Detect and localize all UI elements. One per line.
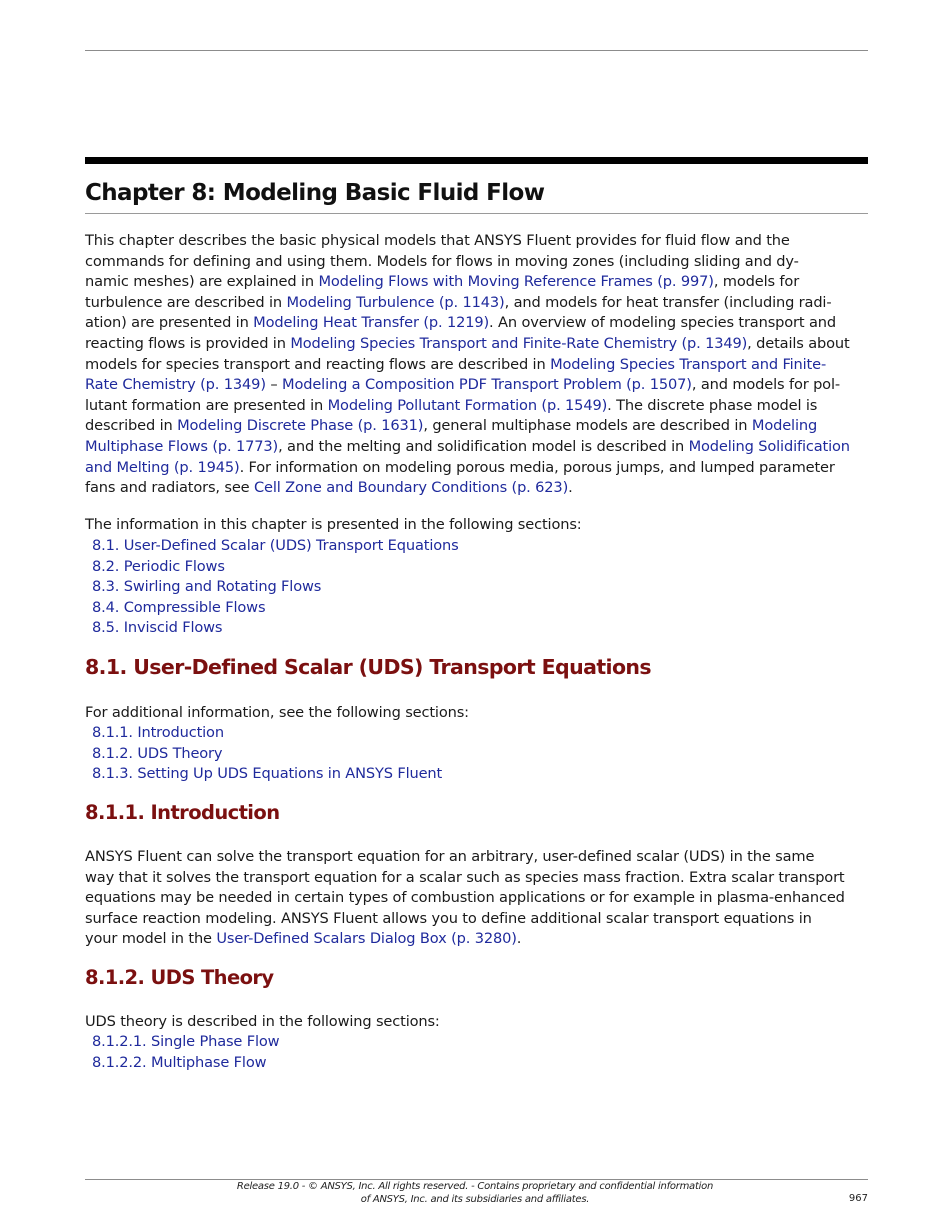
text-span: . For information on modeling porous media, porous jumps, and lumped parameter: [239, 458, 835, 476]
section-8-1-1-paragraph: [85, 847, 875, 950]
text-span: namic meshes) are explained in: [85, 273, 319, 291]
text-span: commands for defining and using them. Models for flows in moving zones (including sliding and dy-: [85, 252, 799, 270]
text-span: described in: [85, 417, 178, 435]
text-span: . The discrete phase model is: [607, 396, 818, 414]
text-span: . An overview of modeling species transport and: [489, 314, 836, 332]
text-line: [85, 355, 875, 376]
chapter-title: Chapter 8: Modeling Basic Fluid Flow: [85, 180, 545, 206]
toc-link[interactable]: 8.1.3. Setting Up UDS Equations in ANSYS Fluent: [92, 765, 443, 783]
cross-reference-link[interactable]: Modeling: [751, 417, 818, 435]
text-line: [85, 313, 875, 334]
text-span: way that it solves the transport equation for a scalar such as species mass fraction. Extra scalar transport: [85, 868, 845, 886]
text-span: This chapter describes the basic physical models that ANSYS Fluent provides for fluid flow and the: [85, 232, 790, 249]
text-span: , and the melting and solidification model is described in: [278, 437, 689, 455]
text-line: [85, 252, 875, 273]
text-line: [85, 909, 875, 930]
text-span: turbulence are described in: [85, 293, 287, 311]
text-span: , and models for pol-: [691, 376, 840, 394]
text-span: , details about: [747, 334, 850, 352]
toc-link[interactable]: 8.1.1. Introduction: [92, 724, 224, 741]
cross-reference-link[interactable]: Modeling Heat Transfer (p. 1219): [253, 314, 490, 332]
text-line: [85, 437, 875, 458]
cross-reference-link[interactable]: Cell Zone and Boundary Conditions (p. 623): [254, 479, 569, 497]
footer-line-2: of ANSYS, Inc. and its subsidiaries and affiliates.: [360, 1193, 590, 1205]
text-line: [85, 334, 875, 355]
text-line: [85, 868, 875, 889]
toc-link[interactable]: 8.1.2.2. Multiphase Flow: [92, 1053, 267, 1071]
section-8-1-heading: 8.1. User-Defined Scalar (UDS) Transport Equations: [85, 655, 652, 679]
text-span: surface reaction modeling. ANSYS Fluent allows you to define additional scalar transport equations in: [85, 909, 812, 927]
cross-reference-link[interactable]: Modeling a Composition PDF Transport Problem (p. 1507): [282, 376, 692, 394]
chapter-thick-rule: [85, 157, 868, 164]
cross-reference-link[interactable]: Modeling Turbulence (p. 1143): [286, 293, 505, 311]
section-8-1-1-heading: 8.1.1. Introduction: [85, 801, 280, 824]
text-line: [85, 888, 875, 909]
chapter-toc: [92, 536, 459, 639]
text-span: .: [568, 479, 573, 497]
footer-copyright: [195, 1181, 755, 1206]
cross-reference-link[interactable]: and Melting (p. 1945): [85, 458, 240, 476]
text-span: .: [516, 930, 522, 948]
text-span: ANSYS Fluent can solve the transport equation for an arbitrary, user-defined scalar (UDS) in the same: [85, 848, 815, 865]
cross-reference-link[interactable]: Modeling Pollutant Formation (p. 1549): [327, 396, 608, 414]
footer-rule: [85, 1179, 868, 1180]
toc-link[interactable]: 8.3. Swirling and Rotating Flows: [92, 578, 322, 596]
toc-link[interactable]: 8.1.2. UDS Theory: [92, 744, 223, 762]
text-span: fans and radiators, see: [85, 479, 255, 497]
text-line: [85, 458, 875, 479]
section-8-1-toc: [92, 723, 442, 785]
cross-reference-link[interactable]: Modeling Species Transport and Finite-: [550, 355, 827, 373]
text-span: reacting flows is provided in: [85, 334, 291, 352]
text-span: lutant formation are presented in: [85, 396, 328, 414]
toc-link[interactable]: 8.2. Periodic Flows: [92, 557, 225, 575]
text-line: [85, 847, 875, 868]
header-rule: [85, 50, 868, 51]
section-8-1-2-toc: [92, 1032, 279, 1073]
chapter-intro-paragraph: [85, 231, 875, 499]
text-line: [85, 929, 875, 950]
footer-line-1: Release 19.0 - © ANSYS, Inc. All rights reserved. - Contains proprietary and confidential information: [236, 1181, 714, 1192]
text-span: ation) are presented in: [85, 314, 254, 332]
text-span: models for species transport and reacting flows are described in: [85, 355, 551, 373]
text-span: equations may be needed in certain types of combustion applications or for example in plasma-enhanced: [85, 889, 845, 907]
cross-reference-link[interactable]: Modeling Flows with Moving Reference Frames (p. 997): [318, 273, 714, 291]
text-line: [85, 478, 875, 499]
cross-reference-link[interactable]: Rate Chemistry (p. 1349): [85, 376, 266, 394]
cross-reference-link[interactable]: Modeling Solidification: [688, 437, 850, 455]
document-page: [85, 0, 868, 1232]
text-line: [85, 293, 875, 314]
text-span: your model in the: [85, 930, 217, 948]
text-line: [85, 375, 875, 396]
text-span: –: [265, 376, 282, 394]
text-span: , and models for heat transfer (including radi-: [504, 293, 832, 311]
cross-reference-link[interactable]: User-Defined Scalars Dialog Box (p. 3280): [216, 930, 517, 948]
toc-link[interactable]: 8.1.2.1. Single Phase Flow: [92, 1033, 280, 1050]
toc-link[interactable]: 8.4. Compressible Flows: [92, 598, 266, 616]
cross-reference-link[interactable]: Modeling Discrete Phase (p. 1631): [177, 417, 424, 435]
text-line: [85, 396, 875, 417]
chapter-title-rule: [85, 213, 868, 214]
cross-reference-link[interactable]: Modeling Species Transport and Finite-Rate Chemistry (p. 1349): [290, 334, 748, 352]
text-span: , models for: [713, 273, 800, 291]
section-8-1-2-intro: UDS theory is described in the following sections:: [85, 1013, 440, 1030]
section-8-1-intro: For additional information, see the following sections:: [85, 704, 469, 721]
toc-link[interactable]: 8.1. User-Defined Scalar (UDS) Transport Equations: [92, 537, 459, 554]
text-span: , general multiphase models are described in: [423, 417, 752, 435]
section-8-1-2-heading: 8.1.2. UDS Theory: [85, 966, 274, 989]
toc-link[interactable]: 8.5. Inviscid Flows: [92, 619, 223, 637]
cross-reference-link[interactable]: Multiphase Flows (p. 1773): [85, 437, 279, 455]
page-number: 967: [848, 1193, 868, 1204]
sections-intro-text: The information in this chapter is presented in the following sections:: [85, 516, 582, 533]
text-line: [85, 416, 875, 437]
text-line: [85, 231, 875, 252]
text-line: [85, 272, 875, 293]
